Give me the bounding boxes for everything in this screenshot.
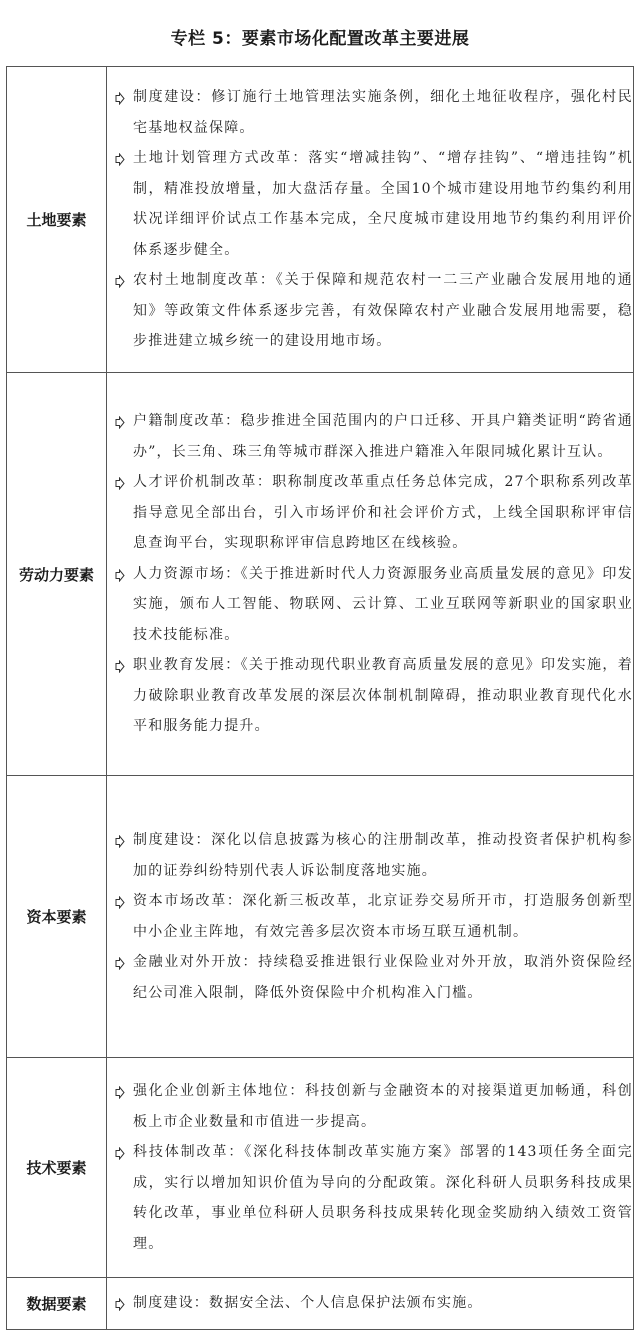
- list-item-text: 户籍制度改革：稳步推进全国范围内的户口迁移、开具户籍类证明“跨省通办”，长三角、珠三角等城市群深入推进户籍准入年限同城化累计互认。: [133, 413, 633, 460]
- arrow-bullet-icon: [107, 1288, 133, 1311]
- category-label: 技术要素: [7, 1058, 107, 1278]
- category-content: [107, 776, 634, 1058]
- arrow-bullet-icon: [107, 143, 133, 166]
- list-item-text: 人力资源市场：《关于推进新时代人力资源服务业高质量发展的意见》印发实施，颁布人工智能、物联网、云计算、工业互联网等新职业的国家职业技术技能标准。: [133, 565, 633, 643]
- arrow-bullet-icon: [107, 650, 133, 673]
- arrow-bullet-icon: [107, 467, 133, 490]
- page-title: 专栏 5：要素市场化配置改革主要进展: [170, 29, 470, 49]
- arrow-bullet-icon: [107, 947, 133, 970]
- category-label: 土地要素: [7, 67, 107, 373]
- arrow-bullet-icon: [107, 886, 133, 909]
- category-row: [7, 1058, 634, 1278]
- arrow-bullet-icon: [107, 1076, 133, 1099]
- list-item: [107, 1288, 633, 1319]
- list-item-text: 科技体制改革：《深化科技体制改革实施方案》部署的143项任务全面完成，实行以增加知识价值为导向的分配政策。深化科研人员职务科技成果转化改革，事业单位科研人员职务科技成果转化现金奖励纳入绩效工资管理。: [133, 1144, 633, 1252]
- list-item: [107, 1076, 633, 1137]
- list-item-text: 制度建设：深化以信息披露为核心的注册制改革，推动投资者保护机构参加的证券纠纷特别代表人诉讼制度落地实施。: [133, 832, 633, 879]
- list-item: [107, 265, 633, 357]
- category-label: 数据要素: [7, 1278, 107, 1330]
- list-item-text: 农村土地制度改革：《关于保障和规范农村一二三产业融合发展用地的通知》等政策文件体系逐步完善，有效保障农村产业融合发展用地需要，稳步推进建立城乡统一的建设用地市场。: [133, 272, 633, 350]
- list-item-text: 人才评价机制改革：职称制度改革重点任务总体完成，27个职称系列改革指导意见全部出台，引入市场评价和社会评价方式，上线全国职称评审信息查询平台，实现职称评审信息跨地区在线核验。: [133, 474, 633, 552]
- list-item: [107, 406, 633, 467]
- list-item: [107, 947, 633, 1008]
- arrow-bullet-icon: [107, 559, 133, 582]
- list-item: [107, 559, 633, 651]
- category-row: [7, 776, 634, 1058]
- arrow-bullet-icon: [107, 825, 133, 848]
- reform-progress-table: [6, 66, 634, 1330]
- arrow-bullet-icon: [107, 1137, 133, 1160]
- category-row: [7, 373, 634, 776]
- category-content: [107, 373, 634, 776]
- list-item-text: 金融业对外开放：持续稳妥推进银行业保险业对外开放，取消外资保险经纪公司准入限制，降低外资保险中介机构准入门槛。: [133, 954, 633, 1001]
- category-content: [107, 1058, 634, 1278]
- list-item-text: 资本市场改革：深化新三板改革，北京证券交易所开市，打造服务创新型中小企业主阵地，有效完善多层次资本市场互联互通机制。: [133, 893, 633, 940]
- category-content: [107, 67, 634, 373]
- list-item-text: 职业教育发展：《关于推动现代职业教育高质量发展的意见》印发实施，着力破除职业教育改革发展的深层次体制机制障碍，推动职业教育现代化水平和服务能力提升。: [133, 657, 633, 735]
- list-item: [107, 1137, 633, 1259]
- arrow-bullet-icon: [107, 265, 133, 288]
- list-item-text: 土地计划管理方式改革：落实“增减挂钩”、“增存挂钩”、“增违挂钩”机制，精准投放增量，加大盘活存量。全国10个城市建设用地节约集约利用状况详细评价试点工作基本完成，全尺度城市建设用地节约集约利用评价体系逐步健全。: [133, 150, 633, 258]
- category-label: 资本要素: [7, 776, 107, 1058]
- list-item: [107, 650, 633, 742]
- list-item: [107, 886, 633, 947]
- arrow-bullet-icon: [107, 82, 133, 105]
- arrow-bullet-icon: [107, 406, 133, 429]
- list-item-text: 强化企业创新主体地位：科技创新与金融资本的对接渠道更加畅通，科创板上市企业数量和市值进一步提高。: [133, 1083, 633, 1130]
- list-item: [107, 82, 633, 143]
- list-item-text: 制度建设：数据安全法、个人信息保护法颁布实施。: [133, 1295, 483, 1312]
- category-content: [107, 1278, 634, 1330]
- list-item: [107, 825, 633, 886]
- category-row: [7, 1278, 634, 1330]
- category-label: 劳动力要素: [7, 373, 107, 776]
- list-item: [107, 143, 633, 265]
- list-item: [107, 467, 633, 559]
- list-item-text: 制度建设：修订施行土地管理法实施条例，细化土地征收程序，强化村民宅基地权益保障。: [133, 89, 633, 136]
- category-row: [7, 67, 634, 373]
